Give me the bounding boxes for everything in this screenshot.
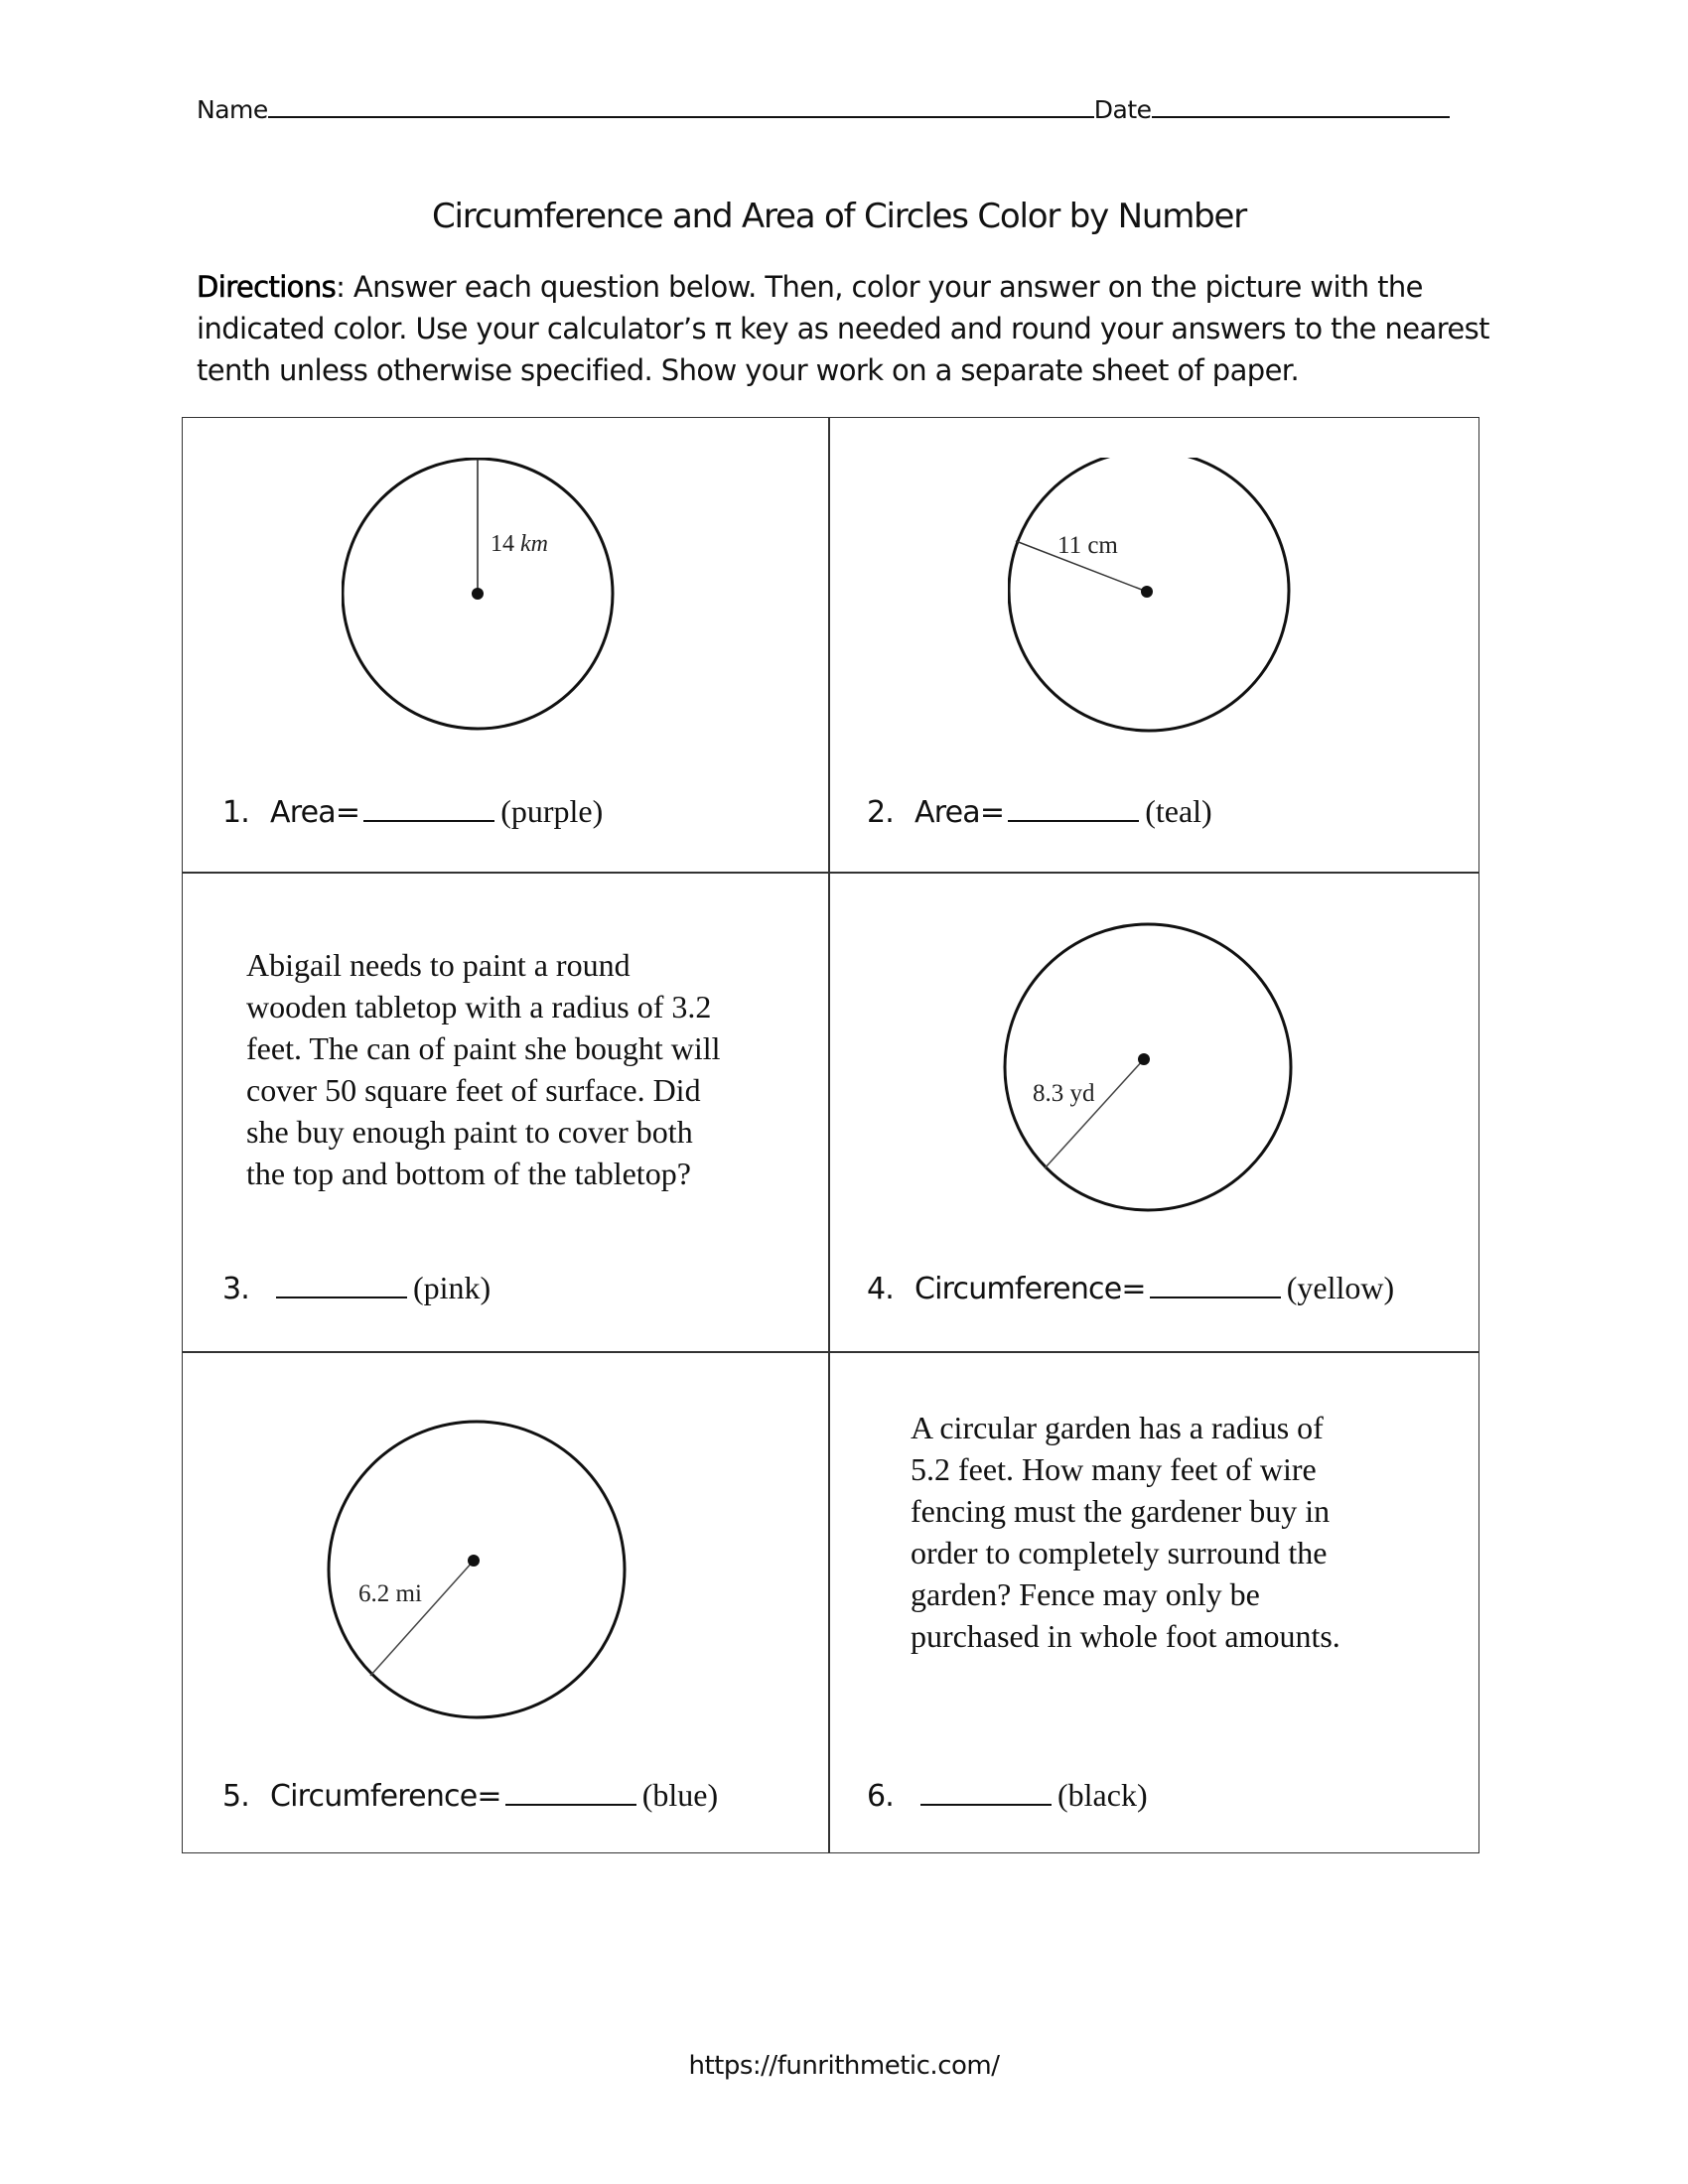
problem-number: 1. <box>222 795 250 830</box>
radius-label-4: 8.3 yd <box>1033 1080 1095 1107</box>
word-problem-6: A circular garden has a radius of 5.2 feet. How many feet of wire fencing must the gardener buy in order to completely surround the garden? Fence may only be purchased in whole foot amounts. <box>911 1410 1340 1654</box>
problem-prompt: Circumference= <box>270 1779 501 1814</box>
problem-number: 4. <box>867 1272 895 1306</box>
problem-6-cell <box>829 1352 1479 1853</box>
color-label: (pink) <box>413 1270 492 1305</box>
problem-4-answer <box>867 1270 1394 1306</box>
problem-number: 6. <box>867 1779 895 1814</box>
directions-label: Directions <box>197 270 337 304</box>
circle-diagram-2 <box>1008 458 1306 755</box>
color-label: (black) <box>1057 1777 1148 1813</box>
directions-text: : Answer each question below. Then, color your answer on the picture with the indicated color. Use your calculator’s π key as needed and round your answers to the nearest tenth unless otherwise specified. Show your work on a separate sheet of paper. <box>197 270 1489 387</box>
color-label: (teal) <box>1145 793 1212 829</box>
problem-3-answer <box>222 1270 491 1306</box>
name-label: Name <box>197 95 268 124</box>
directions <box>197 266 1497 391</box>
color-label: (blue) <box>641 1777 719 1813</box>
footer-url[interactable]: https://funrithmetic.com/ <box>688 2051 1000 2081</box>
answer-blank[interactable] <box>1008 794 1139 822</box>
circle-diagram-1 <box>342 458 639 755</box>
problem-5-answer <box>222 1777 718 1814</box>
page-title: Circumference and Area of Circles Color by Number <box>431 197 1247 236</box>
problem-1-cell <box>183 418 828 872</box>
problem-number: 3. <box>222 1272 250 1306</box>
circle-diagram-5 <box>327 1420 634 1727</box>
problem-number: 2. <box>867 795 895 830</box>
color-label: (purple) <box>500 793 604 829</box>
problem-grid <box>182 417 1479 1853</box>
answer-blank[interactable] <box>920 1778 1052 1806</box>
problem-2-cell <box>829 418 1479 872</box>
problem-prompt: Area= <box>270 795 360 830</box>
problem-1-answer <box>222 793 603 830</box>
circle-diagram-4 <box>1003 922 1301 1220</box>
date-field[interactable] <box>1152 96 1450 118</box>
problem-prompt: Area= <box>914 795 1005 830</box>
radius-label-5: 6.2 mi <box>358 1580 422 1607</box>
color-label: (yellow) <box>1286 1270 1395 1305</box>
word-problem-3: Abigail needs to paint a round wooden tabletop with a radius of 3.2 feet. The can of paint she bought will cover 50 square feet of surface. Did she buy enough paint to cover both the top and bottom of the tabletop? <box>246 947 721 1191</box>
problem-6-answer <box>867 1777 1148 1814</box>
problem-3-cell <box>183 873 828 1351</box>
problem-2-answer <box>867 793 1212 830</box>
problem-4-cell <box>829 873 1479 1351</box>
problem-prompt: Circumference= <box>914 1272 1146 1306</box>
radius-label-2: 11 cm <box>1057 532 1118 559</box>
problem-5-cell <box>183 1352 828 1853</box>
name-date-line <box>197 95 1450 124</box>
answer-blank[interactable] <box>276 1271 407 1298</box>
date-label: Date <box>1093 95 1152 124</box>
problem-number: 5. <box>222 1779 250 1814</box>
answer-blank[interactable] <box>363 794 494 822</box>
name-field[interactable] <box>268 96 1094 118</box>
answer-blank[interactable] <box>1150 1271 1281 1298</box>
answer-blank[interactable] <box>505 1778 636 1806</box>
radius-label-1: 14 km <box>491 531 548 557</box>
